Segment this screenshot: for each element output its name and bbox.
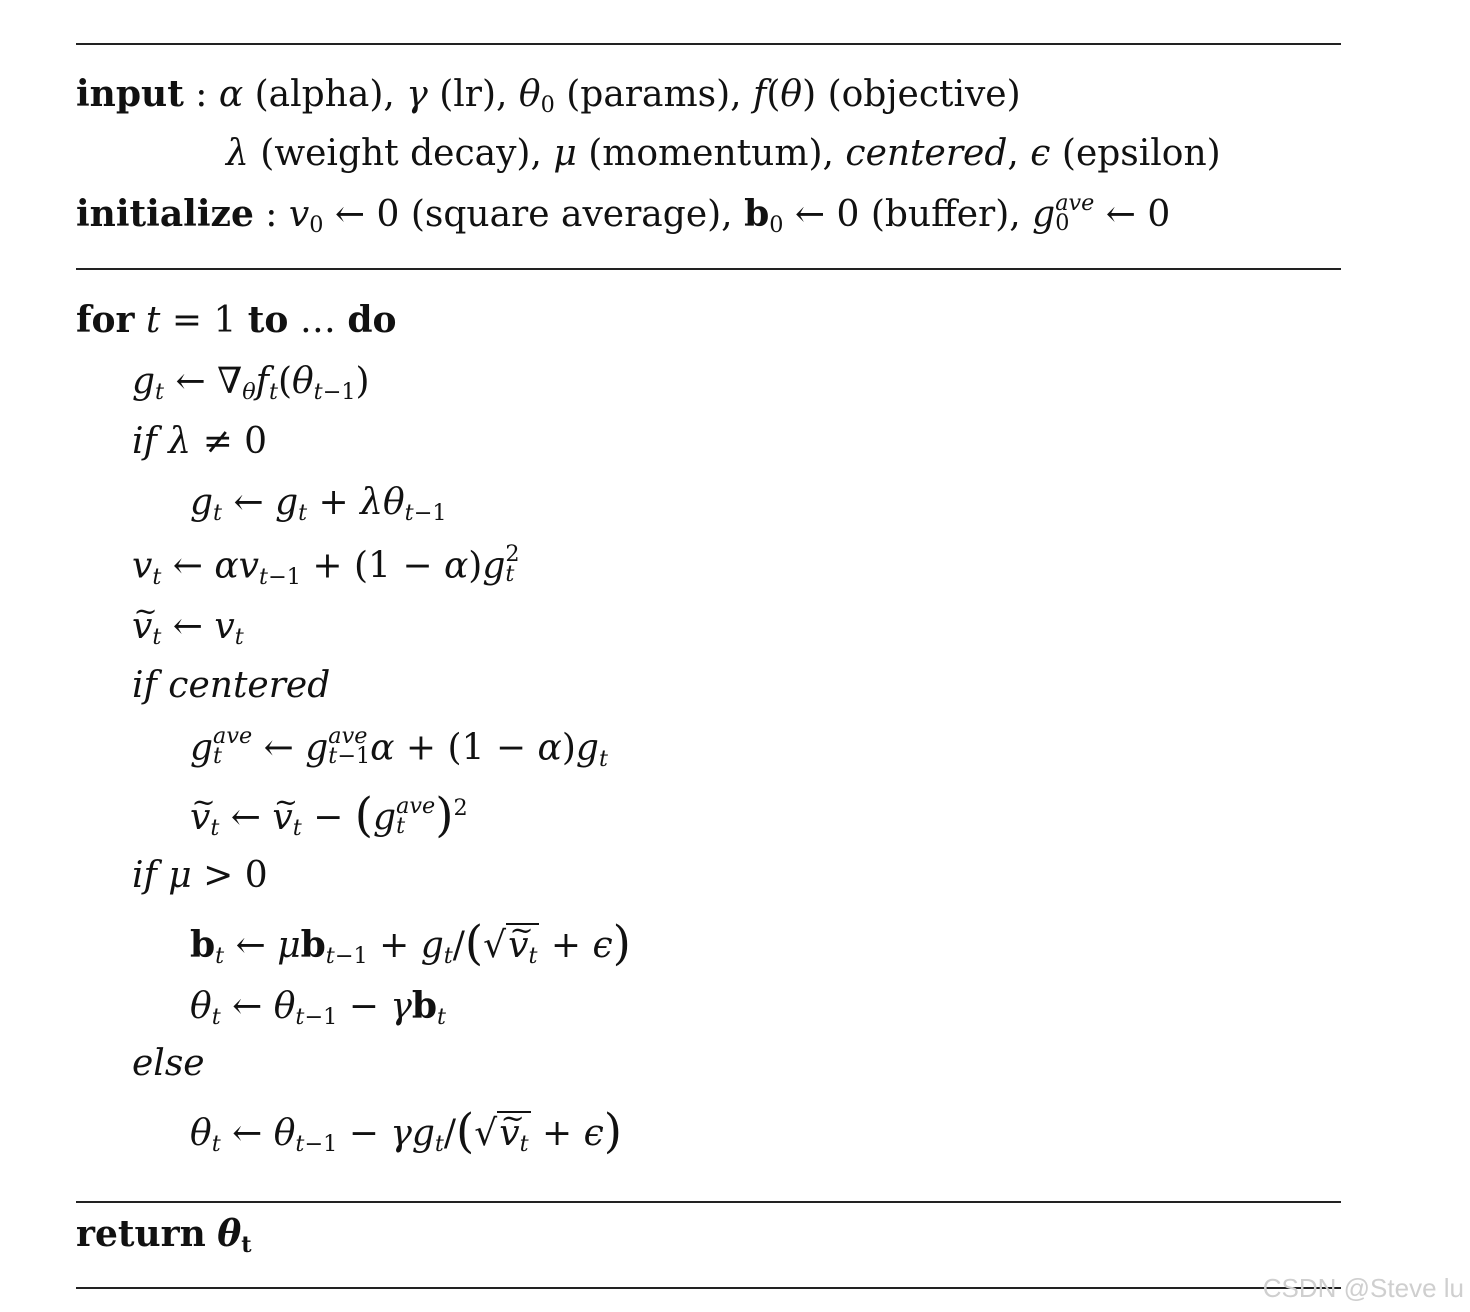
rule-body	[76, 1201, 1341, 1203]
rule-header	[76, 268, 1341, 270]
rule-top	[76, 43, 1341, 45]
initialize-label: initialize	[76, 193, 254, 235]
input-label: input	[76, 73, 184, 115]
step-else: else	[132, 1043, 205, 1084]
step-param-plain: $\theta_t$ ← $\theta_{t-1} - \gamma g_t/(√v$ $\sim_t + \epsilon$)	[190, 1108, 622, 1156]
step-vtilde-centered: v $\sim_t$ ← v $\sim_t - (g$ ave t )$^2$	[190, 792, 468, 840]
step-if-mu: if μ > 0	[132, 855, 268, 896]
step-if-lambda: if λ ≠ 0	[132, 421, 268, 462]
return-line: return $\theta_t$	[76, 1213, 252, 1259]
for-line: for t = 1 to … do	[76, 299, 397, 341]
watermark: CSDN @Steve lu	[1262, 1273, 1464, 1303]
step-weight-decay: $g_t$ ← $g_t + \lambda\theta_{t-1}$	[190, 482, 447, 527]
step-square-avg: $v_t$ ← $\alpha v_{t-1} + (1 - \alpha)g$ 2 t	[132, 541, 520, 590]
step-grad: $g_t$ ← $\nabla_\theta f_t(\theta_{t-1})$	[132, 361, 370, 406]
rule-bottom	[76, 1287, 1341, 1289]
initialize-line: initialize : $v_0$ ← 0 (square average), $b_0$ ← 0 (buffer), g ave 0 ← 0	[76, 189, 1171, 239]
step-grad-ave: g ave t ← g ave t−1 $\alpha + (1 - \alpha)g_t$	[190, 723, 608, 772]
step-if-centered: if centered	[132, 665, 331, 706]
step-buffer: $b_t$ ← $\mu b_{t-1} + g_t/(√v$ $\sim_t + \epsilon$)	[190, 920, 631, 968]
step-vtilde: v $\sim_t$ ← $v_t$	[132, 605, 244, 649]
input-line-2: λ (weight decay), μ (momentum), centered, ϵ (epsilon)	[226, 133, 1221, 174]
input-line-1: input : α (alpha), γ (lr), $\theta_0$ (params), f(θ) (objective)	[76, 73, 1021, 119]
step-param-momentum: $\theta_t$ ← $\theta_{t-1} - \gamma b_t$	[190, 985, 446, 1031]
